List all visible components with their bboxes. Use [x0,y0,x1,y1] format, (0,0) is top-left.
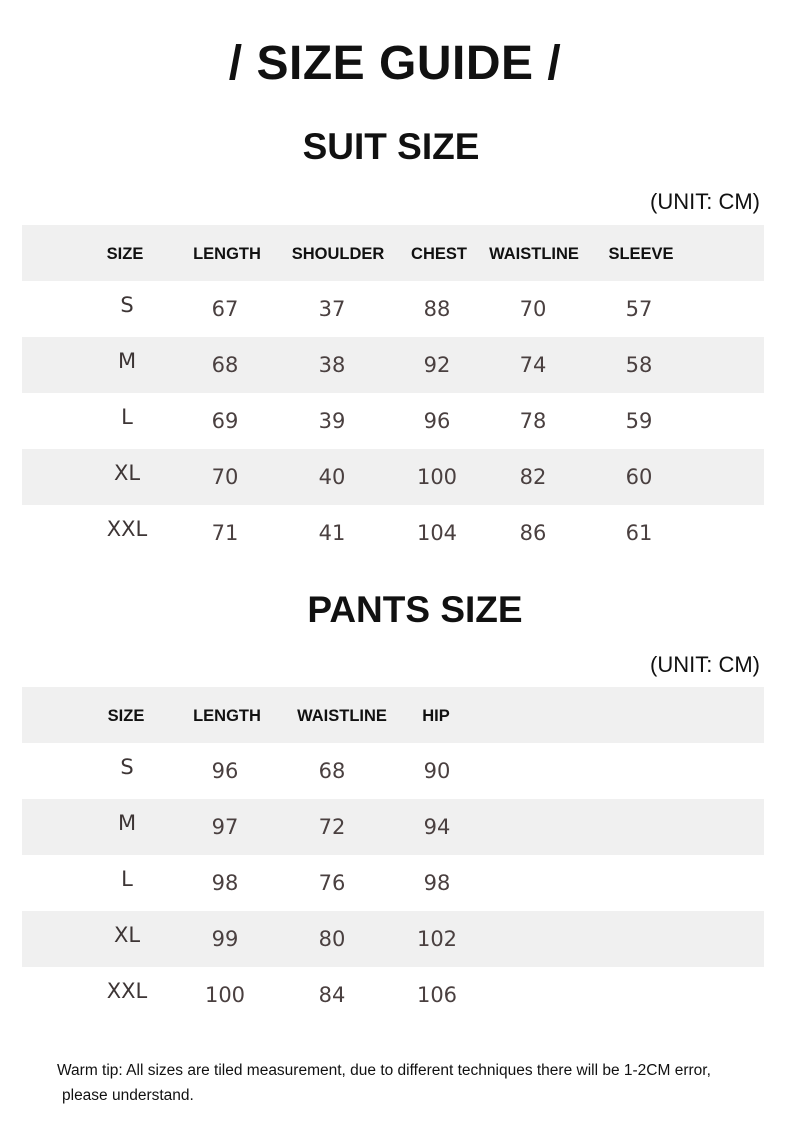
waistline-cell: 80 [318,927,346,951]
length-cell: 69 [211,409,239,433]
sleeve-cell: 57 [625,297,653,321]
shoulder-cell: 40 [318,465,346,489]
waistline-cell: 78 [519,409,547,433]
chest-cell: 100 [416,465,458,489]
length-cell: 71 [211,521,239,545]
chest-cell: 104 [416,521,458,545]
size-cell: M [117,811,137,835]
table-row [22,281,764,337]
chest-cell: 96 [423,409,451,433]
shoulder-cell: 39 [318,409,346,433]
waistline-cell: 68 [318,759,346,783]
hip-cell: 106 [416,983,458,1007]
column-header-waistline: WAISTLINE [297,707,387,725]
size-cell: XXL [106,517,148,541]
waistline-cell: 86 [519,521,547,545]
table-row [22,855,764,911]
table-row [22,393,764,449]
warm-tip-line-1: Warm tip: All sizes are tiled measurement, due to different techniques there will be 1-2CM error, [57,1062,711,1079]
suit-size-title: SUIT SIZE [302,126,480,167]
size-cell: M [117,349,137,373]
size-cell: S [120,293,134,317]
page-title: / SIZE GUIDE / [228,37,562,90]
length-cell: 68 [211,353,239,377]
table-row [22,911,764,967]
table-row [22,743,764,799]
length-cell: 99 [211,927,239,951]
waistline-cell: 76 [318,871,346,895]
length-cell: 100 [204,983,246,1007]
sleeve-cell: 61 [625,521,653,545]
warm-tip-note [57,1058,757,1108]
hip-cell: 94 [423,815,451,839]
column-header-shoulder: SHOULDER [291,245,385,263]
size-cell: XXL [106,979,148,1003]
hip-cell: 98 [423,871,451,895]
chest-cell: 92 [423,353,451,377]
table-header-row [22,687,764,743]
hip-cell: 90 [423,759,451,783]
waistline-cell: 84 [318,983,346,1007]
waistline-cell: 72 [318,815,346,839]
pants-unit-label: (UNIT: CM) [650,652,760,677]
length-cell: 97 [211,815,239,839]
sleeve-cell: 60 [625,465,653,489]
length-cell: 70 [211,465,239,489]
column-header-length: LENGTH [193,245,261,263]
table-row [22,449,764,505]
size-cell: XL [113,923,141,947]
size-cell: L [121,867,133,891]
length-cell: 98 [211,871,239,895]
waistline-cell: 74 [519,353,547,377]
table-row [22,505,764,561]
suit-size-table [22,225,764,561]
column-header-waistline: WAISTLINE [489,245,579,263]
column-header-sleeve: SLEEVE [608,245,674,263]
shoulder-cell: 38 [318,353,346,377]
shoulder-cell: 37 [318,297,346,321]
shoulder-cell: 41 [318,521,346,545]
sleeve-cell: 58 [625,353,653,377]
table-row [22,337,764,393]
suit-unit-label: (UNIT: CM) [650,189,760,214]
hip-cell: 102 [416,927,458,951]
table-header-row [22,225,764,281]
size-cell: S [120,755,134,779]
table-row [22,967,764,1023]
column-header-length: LENGTH [193,707,261,725]
length-cell: 96 [211,759,239,783]
column-header-hip: HIP [422,707,450,725]
sleeve-cell: 59 [625,409,653,433]
size-cell: XL [113,461,141,485]
column-header-size: SIZE [106,245,144,263]
length-cell: 67 [211,297,239,321]
waistline-cell: 70 [519,297,547,321]
pants-size-title: PANTS SIZE [307,589,523,630]
pants-size-table [22,687,764,1023]
warm-tip-line-2: please understand. [62,1087,194,1104]
size-cell: L [121,405,133,429]
table-row [22,799,764,855]
column-header-size: SIZE [107,707,145,725]
waistline-cell: 82 [519,465,547,489]
chest-cell: 88 [423,297,451,321]
column-header-chest: CHEST [411,245,467,263]
